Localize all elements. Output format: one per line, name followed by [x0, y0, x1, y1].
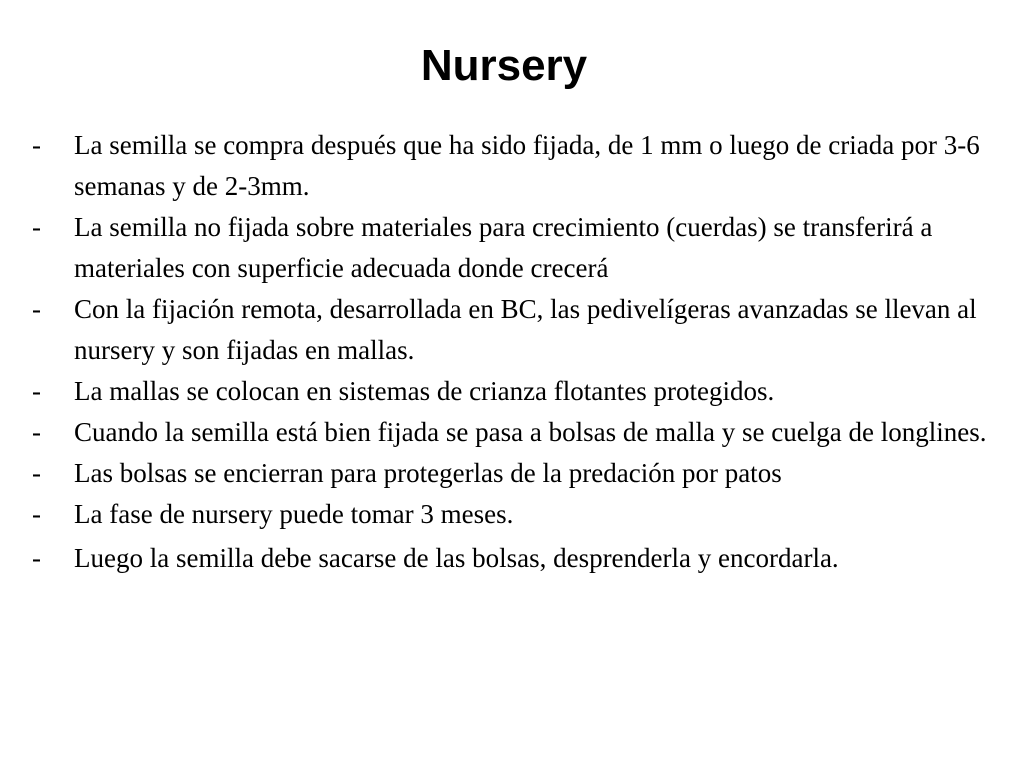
bullet-item — [32, 535, 992, 581]
bullet-marker: - — [32, 130, 41, 160]
bullet-marker: - — [32, 499, 41, 529]
slide-title: Nursery — [420, 41, 588, 90]
bullet-text: La fase de nursery puede tomar 3 meses. — [74, 499, 514, 529]
bullet-marker: - — [32, 376, 41, 406]
bullet-marker: - — [32, 458, 41, 488]
bullet-item — [32, 412, 992, 453]
bullet-item — [32, 494, 992, 535]
bullet-marker: - — [32, 543, 41, 573]
bullet-item — [32, 207, 992, 289]
bullet-item — [32, 289, 992, 371]
bullet-list — [32, 125, 992, 581]
bullet-marker: - — [32, 294, 41, 324]
bullet-item — [32, 453, 992, 494]
bullet-item — [32, 125, 992, 207]
bullet-text: Cuando la semilla está bien fijada se pasa a bolsas de malla y se cuelga de longlines. — [74, 417, 987, 447]
bullet-text: La semilla se compra después que ha sido fijada, de 1 mm o luego de criada por 3-6 semanas y de 2-3mm. — [74, 130, 980, 201]
bullet-item — [32, 371, 992, 412]
bullet-text: Luego la semilla debe sacarse de las bolsas, desprenderla y encordarla. — [74, 543, 839, 573]
bullet-text: Las bolsas se encierran para protegerlas de la predación por patos — [74, 458, 782, 488]
bullet-marker: - — [32, 417, 41, 447]
bullet-text: La mallas se colocan en sistemas de crianza flotantes protegidos. — [74, 376, 775, 406]
bullet-text: Con la fijación remota, desarrollada en BC, las pedivelígeras avanzadas se llevan al nursery y son fijadas en mallas. — [74, 294, 977, 365]
bullet-marker: - — [32, 212, 41, 242]
bullet-text: La semilla no fijada sobre materiales para crecimiento (cuerdas) se transferirá a materiales con superficie adecuada donde crecerá — [74, 212, 933, 283]
